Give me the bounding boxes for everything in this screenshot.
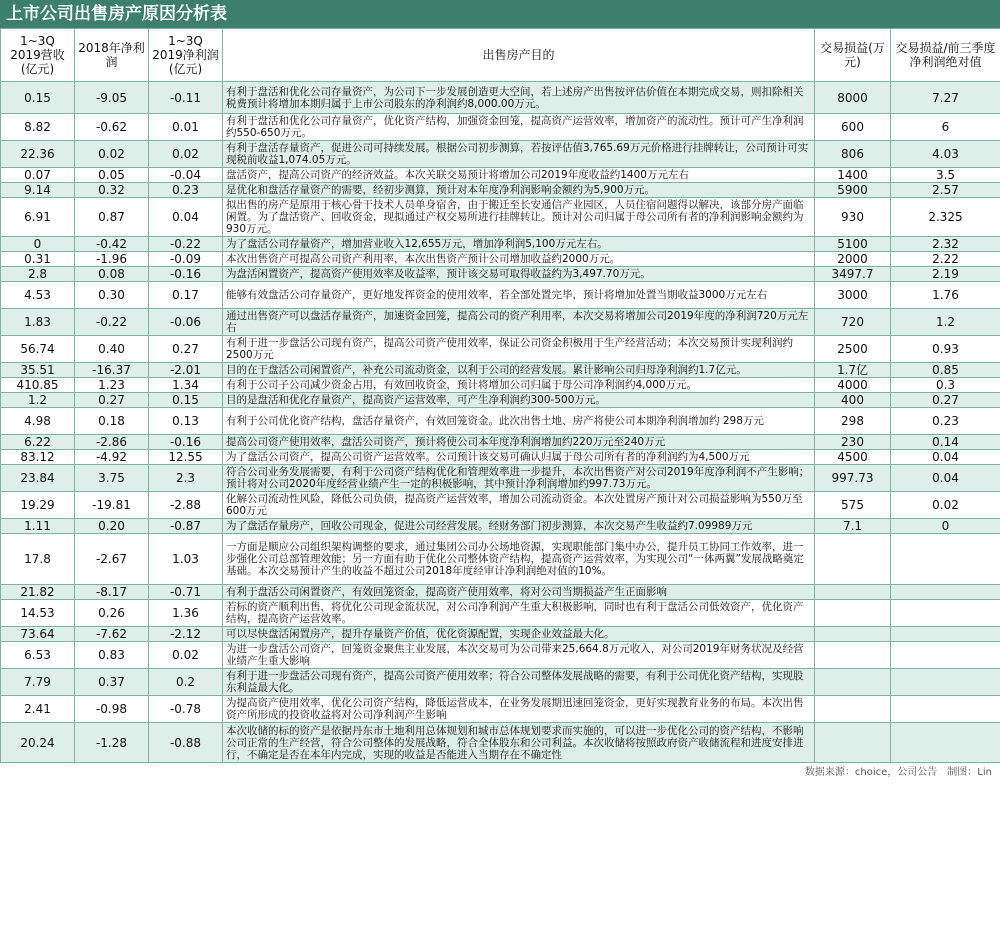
cell-purpose: 是优化和盘活存量资产的需要，经初步测算，预计对本年度净利润影响金额约为5,900万元。 — [223, 183, 815, 198]
cell-trade-gain: 1400 — [815, 168, 891, 183]
cell-gain-ratio: 2.32 — [891, 237, 1000, 252]
cell-net-profit-2019: -2.12 — [149, 627, 223, 642]
cell-net-profit-2018: -16.37 — [75, 363, 149, 378]
cell-net-profit-2018: 0.02 — [75, 141, 149, 168]
cell-revenue: 19.29 — [1, 492, 75, 519]
cell-gain-ratio: 2.22 — [891, 252, 1000, 267]
cell-gain-ratio — [891, 600, 1000, 627]
cell-purpose: 本次收储的标的资产是依据丹东市土地利用总体规划和城市总体规划要求而实施的，可以进一步优化公司的资产结构，不影响公司正常的生产经营，符合公司整体的发展战略，符合全体股东和公司利益。本次收储将按照政府资产收储流程和进度安排进行，不确定是否在本年内完成，实现的收益是否能进入当期存在不确定性 — [223, 723, 815, 763]
table-row — [1, 465, 1000, 492]
table-row — [1, 309, 1000, 336]
table-row — [1, 252, 1000, 267]
cell-gain-ratio: 0.93 — [891, 336, 1000, 363]
cell-net-profit-2019: -0.11 — [149, 82, 223, 114]
cell-trade-gain: 230 — [815, 435, 891, 450]
cell-revenue: 22.36 — [1, 141, 75, 168]
cell-revenue: 35.51 — [1, 363, 75, 378]
table-title: 上市公司出售房产原因分析表 — [0, 0, 1000, 28]
cell-revenue: 17.8 — [1, 534, 75, 585]
cell-net-profit-2019: -0.87 — [149, 519, 223, 534]
cell-purpose: 提高公司资产使用效率，盘活公司资产，预计将使公司本年度净利润增加约220万元至240万元 — [223, 435, 815, 450]
cell-net-profit-2018: 0.08 — [75, 267, 149, 282]
cell-net-profit-2018: 0.05 — [75, 168, 149, 183]
cell-net-profit-2019: 12.55 — [149, 450, 223, 465]
cell-purpose: 为盘活闲置资产，提高资产使用效率及收益率，预计该交易可取得收益约为3,497.70万元。 — [223, 267, 815, 282]
cell-net-profit-2019: 1.03 — [149, 534, 223, 585]
cell-gain-ratio — [891, 696, 1000, 723]
cell-purpose: 能够有效盘活公司存量资产，更好地发挥资金的使用效率，若全部处置完毕，预计将增加处置当期收益3000万元左右 — [223, 282, 815, 309]
table-row — [1, 393, 1000, 408]
cell-net-profit-2019: 0.02 — [149, 642, 223, 669]
cell-purpose: 目的是盘活和优化存量资产，提高资产运营效率，可产生净利润约300-500万元。 — [223, 393, 815, 408]
cell-net-profit-2018: 1.23 — [75, 378, 149, 393]
table-row — [1, 435, 1000, 450]
cell-net-profit-2018: -0.22 — [75, 309, 149, 336]
cell-trade-gain: 1.7亿 — [815, 363, 891, 378]
cell-net-profit-2018: -2.86 — [75, 435, 149, 450]
cell-gain-ratio: 1.76 — [891, 282, 1000, 309]
cell-gain-ratio: 0.04 — [891, 465, 1000, 492]
table-row — [1, 696, 1000, 723]
table-row — [1, 237, 1000, 252]
cell-purpose: 目的在于盘活公司闲置资产，补充公司流动资金，以利于公司的经营发展。累计影响公司归母净利润约1.7亿元。 — [223, 363, 815, 378]
cell-net-profit-2019: 0.17 — [149, 282, 223, 309]
cell-gain-ratio: 0.02 — [891, 492, 1000, 519]
cell-purpose: 有利于盘活公司闲置资产，有效回笼资金，提高资产使用效率，将对公司当期损益产生正面影响 — [223, 585, 815, 600]
cell-revenue: 410.85 — [1, 378, 75, 393]
cell-purpose: 可以尽快盘活闲置房产，提升存量资产价值，优化资源配置，实现企业效益最大化。 — [223, 627, 815, 642]
cell-revenue: 0.07 — [1, 168, 75, 183]
cell-gain-ratio — [891, 723, 1000, 763]
cell-net-profit-2019: 0.2 — [149, 669, 223, 696]
cell-net-profit-2018: 3.75 — [75, 465, 149, 492]
cell-purpose: 符合公司业务发展需要，有利于公司资产结构优化和管理效率进一步提升，本次出售资产对公司2019年度净利润不产生影响；预计将对公司2020年度经营业绩产生一定的积极影响，其中预计净利润增加约997.73万元。 — [223, 465, 815, 492]
cell-purpose: 化解公司流动性风险，降低公司负债，提高资产运营效率，增加公司流动资金。本次处置房产预计对公司损益影响为550万至600万元 — [223, 492, 815, 519]
cell-gain-ratio: 7.27 — [891, 82, 1000, 114]
cell-net-profit-2018: 0.18 — [75, 408, 149, 435]
cell-net-profit-2018: -4.92 — [75, 450, 149, 465]
cell-net-profit-2019: -0.16 — [149, 267, 223, 282]
cell-net-profit-2018: -7.62 — [75, 627, 149, 642]
cell-revenue: 1.11 — [1, 519, 75, 534]
cell-net-profit-2019: 2.3 — [149, 465, 223, 492]
cell-gain-ratio: 6 — [891, 114, 1000, 141]
analysis-table — [0, 28, 1000, 763]
cell-trade-gain: 930 — [815, 198, 891, 237]
cell-revenue: 83.12 — [1, 450, 75, 465]
cell-trade-gain — [815, 723, 891, 763]
cell-net-profit-2018: -1.28 — [75, 723, 149, 763]
table-row — [1, 723, 1000, 763]
table-row — [1, 378, 1000, 393]
cell-purpose: 为了盘活公司资产，提高公司资产运营效率。公司预计该交易可确认归属于母公司所有者的净利润约为4,500万元 — [223, 450, 815, 465]
cell-revenue: 6.91 — [1, 198, 75, 237]
cell-net-profit-2019: 0.04 — [149, 198, 223, 237]
cell-purpose: 有利于盘活和优化公司存量资产，为公司下一步发展创造更大空间，若上述房产出售按评估价值在本期完成交易，则扣除相关税费预计将增加本期归属于上市公司股东的净利润约8,000.00万元。 — [223, 82, 815, 114]
cell-purpose: 为提高资产使用效率，优化公司资产结构，降低运营成本，在业务发展期迅速回笼资金，更好实现教育业务的布局。本次出售资产所形成的投资收益将对公司净利润产生影响 — [223, 696, 815, 723]
table-row — [1, 669, 1000, 696]
cell-purpose: 有利于进一步盘活公司现有资产，提高公司资产使用效率；符合公司整体发展战略的需要，有利于公司优化资产结构，实现股东利益最大化。 — [223, 669, 815, 696]
cell-gain-ratio: 1.2 — [891, 309, 1000, 336]
table-row — [1, 600, 1000, 627]
cell-trade-gain: 4000 — [815, 378, 891, 393]
cell-revenue: 7.79 — [1, 669, 75, 696]
cell-gain-ratio: 0.3 — [891, 378, 1000, 393]
cell-net-profit-2018: 0.40 — [75, 336, 149, 363]
cell-gain-ratio: 0 — [891, 519, 1000, 534]
cell-gain-ratio: 3.5 — [891, 168, 1000, 183]
cell-trade-gain: 3497.7 — [815, 267, 891, 282]
cell-net-profit-2018: 0.32 — [75, 183, 149, 198]
table-row — [1, 642, 1000, 669]
cell-revenue: 2.8 — [1, 267, 75, 282]
cell-purpose: 有利于进一步盘活公司现有资产，提高公司资产使用效率，保证公司资金积极用于生产经营活动；本次交易预计实现利润约2500万元 — [223, 336, 815, 363]
cell-net-profit-2018: 0.87 — [75, 198, 149, 237]
cell-net-profit-2018: -9.05 — [75, 82, 149, 114]
table-row — [1, 168, 1000, 183]
cell-net-profit-2019: 0.27 — [149, 336, 223, 363]
cell-purpose: 盘活资产，提高公司资产的经济效益。本次关联交易预计将增加公司2019年度收益约1400万元左右 — [223, 168, 815, 183]
table-row — [1, 408, 1000, 435]
table-row — [1, 519, 1000, 534]
header-net-profit-2018: 2018年净利润 — [75, 29, 149, 82]
cell-revenue: 4.53 — [1, 282, 75, 309]
cell-revenue: 0 — [1, 237, 75, 252]
cell-net-profit-2018: -8.17 — [75, 585, 149, 600]
cell-revenue: 73.64 — [1, 627, 75, 642]
cell-trade-gain: 2500 — [815, 336, 891, 363]
cell-net-profit-2018: -0.42 — [75, 237, 149, 252]
table-body — [1, 82, 1000, 763]
cell-trade-gain: 8000 — [815, 82, 891, 114]
cell-gain-ratio: 0.23 — [891, 408, 1000, 435]
cell-trade-gain: 2000 — [815, 252, 891, 267]
cell-gain-ratio — [891, 627, 1000, 642]
cell-net-profit-2019: -0.16 — [149, 435, 223, 450]
cell-revenue: 21.82 — [1, 585, 75, 600]
cell-net-profit-2018: 0.83 — [75, 642, 149, 669]
cell-trade-gain: 298 — [815, 408, 891, 435]
cell-net-profit-2019: 0.23 — [149, 183, 223, 198]
cell-revenue: 4.98 — [1, 408, 75, 435]
cell-trade-gain — [815, 600, 891, 627]
cell-purpose: 有利于盘活和优化公司存量资产，优化资产结构，加强资金回笼，提高资产运营效率，增加资产的流动性。预计可产生净利润约550-650万元。 — [223, 114, 815, 141]
cell-net-profit-2019: -0.06 — [149, 309, 223, 336]
table-row — [1, 141, 1000, 168]
cell-purpose: 若标的资产顺利出售，将优化公司现金流状况，对公司净利润产生重大积极影响，同时也有利于盘活公司低效资产，优化资产结构，提高资产运营效率。 — [223, 600, 815, 627]
cell-net-profit-2019: 0.02 — [149, 141, 223, 168]
cell-net-profit-2018: -0.62 — [75, 114, 149, 141]
cell-trade-gain: 575 — [815, 492, 891, 519]
cell-purpose: 为了盘活公司存量资产，增加营业收入12,655万元，增加净利润5,100万元左右。 — [223, 237, 815, 252]
cell-purpose: 有利于公司子公司减少资金占用，有效回收资金，预计将增加公司归属于母公司净利润约4,000万元。 — [223, 378, 815, 393]
cell-trade-gain: 806 — [815, 141, 891, 168]
cell-net-profit-2018: 0.26 — [75, 600, 149, 627]
table-row — [1, 267, 1000, 282]
cell-revenue: 23.84 — [1, 465, 75, 492]
cell-revenue: 6.22 — [1, 435, 75, 450]
cell-net-profit-2019: 1.34 — [149, 378, 223, 393]
cell-net-profit-2018: 0.20 — [75, 519, 149, 534]
header-purpose: 出售房产目的 — [223, 29, 815, 82]
cell-net-profit-2019: 0.01 — [149, 114, 223, 141]
table-row — [1, 336, 1000, 363]
cell-trade-gain — [815, 669, 891, 696]
cell-net-profit-2019: -0.09 — [149, 252, 223, 267]
cell-purpose: 为进一步盘活公司资产，回笼资金聚焦主业发展，本次交易可为公司带来25,664.8万元收入，对公司2019年财务状况及经营业绩产生重大影响 — [223, 642, 815, 669]
cell-trade-gain — [815, 627, 891, 642]
table-row — [1, 363, 1000, 378]
cell-purpose: 通过出售资产可以盘活存量资产，加速资金回笼，提高公司的资产利用率，本次交易将增加公司2019年度的净利润720万元左右 — [223, 309, 815, 336]
cell-trade-gain: 720 — [815, 309, 891, 336]
cell-trade-gain — [815, 642, 891, 669]
cell-net-profit-2019: -0.78 — [149, 696, 223, 723]
cell-revenue: 14.53 — [1, 600, 75, 627]
header-revenue: 1~3Q 2019营收(亿元) — [1, 29, 75, 82]
table-row — [1, 183, 1000, 198]
cell-purpose: 本次出售资产可提高公司资产利用率，本次出售资产预计公司增加收益约2000万元。 — [223, 252, 815, 267]
cell-net-profit-2019: 0.13 — [149, 408, 223, 435]
cell-net-profit-2018: 0.30 — [75, 282, 149, 309]
cell-revenue: 0.15 — [1, 82, 75, 114]
cell-net-profit-2019: 0.15 — [149, 393, 223, 408]
cell-net-profit-2019: -0.22 — [149, 237, 223, 252]
cell-trade-gain: 4500 — [815, 450, 891, 465]
cell-trade-gain: 3000 — [815, 282, 891, 309]
cell-net-profit-2018: 0.37 — [75, 669, 149, 696]
header-gain-ratio: 交易损益/前三季度净利润绝对值 — [891, 29, 1000, 82]
cell-net-profit-2018: -2.67 — [75, 534, 149, 585]
cell-trade-gain — [815, 534, 891, 585]
cell-trade-gain: 5100 — [815, 237, 891, 252]
cell-purpose: 有利于公司优化资产结构，盘活存量资产，有效回笼资金。此次出售土地、房产将使公司本期净利润增加约 298万元 — [223, 408, 815, 435]
cell-revenue: 20.24 — [1, 723, 75, 763]
cell-revenue: 9.14 — [1, 183, 75, 198]
table-row — [1, 534, 1000, 585]
header-trade-gain: 交易损益(万元) — [815, 29, 891, 82]
cell-gain-ratio — [891, 669, 1000, 696]
cell-trade-gain: 600 — [815, 114, 891, 141]
header-row — [1, 29, 1000, 82]
table-row — [1, 282, 1000, 309]
cell-trade-gain: 400 — [815, 393, 891, 408]
table-row — [1, 627, 1000, 642]
table-row — [1, 492, 1000, 519]
cell-net-profit-2018: -19.81 — [75, 492, 149, 519]
cell-revenue: 56.74 — [1, 336, 75, 363]
cell-purpose: 一方面是顺应公司组织架构调整的要求，通过集团公司办公场地资源，实现职能部门集中办公，提升员工协同工作效率，进一步强化公司总部管理效能；另一方面有助于优化公司整体资产结构，提高资产运营效率，为实现公司“一体两翼”发展战略奠定基础。本次交易预计产生的收益不超过公司2018年度经审计净利润绝对值的10%。 — [223, 534, 815, 585]
header-net-profit-2019: 1~3Q 2019净利润(亿元) — [149, 29, 223, 82]
cell-trade-gain: 7.1 — [815, 519, 891, 534]
cell-gain-ratio — [891, 585, 1000, 600]
cell-gain-ratio: 0.27 — [891, 393, 1000, 408]
cell-trade-gain: 5900 — [815, 183, 891, 198]
cell-revenue: 0.31 — [1, 252, 75, 267]
cell-net-profit-2018: -0.98 — [75, 696, 149, 723]
table-row — [1, 450, 1000, 465]
cell-revenue: 8.82 — [1, 114, 75, 141]
cell-net-profit-2019: -2.01 — [149, 363, 223, 378]
cell-gain-ratio: 2.325 — [891, 198, 1000, 237]
cell-gain-ratio — [891, 642, 1000, 669]
cell-trade-gain: 997.73 — [815, 465, 891, 492]
cell-net-profit-2019: -0.71 — [149, 585, 223, 600]
cell-revenue: 1.83 — [1, 309, 75, 336]
cell-gain-ratio — [891, 534, 1000, 585]
cell-purpose: 有利于盘活存量资产，促进公司可持续发展。根据公司初步测算，若按评估值3,765.69万元价格进行挂牌转让，公司预计可实现税前收益1,074.05万元。 — [223, 141, 815, 168]
cell-net-profit-2018: 0.27 — [75, 393, 149, 408]
cell-revenue: 6.53 — [1, 642, 75, 669]
cell-net-profit-2018: -1.96 — [75, 252, 149, 267]
table-row — [1, 198, 1000, 237]
cell-gain-ratio: 0.85 — [891, 363, 1000, 378]
cell-net-profit-2019: -2.88 — [149, 492, 223, 519]
cell-gain-ratio: 2.57 — [891, 183, 1000, 198]
cell-gain-ratio: 0.04 — [891, 450, 1000, 465]
cell-purpose: 为了盘活存量房产，回收公司现金，促进公司经营发展。经财务部门初步测算，本次交易产生收益约7.09989万元 — [223, 519, 815, 534]
cell-gain-ratio: 2.19 — [891, 267, 1000, 282]
source-note: 数据来源：choice，公司公告 制图：Lin — [804, 767, 992, 778]
table-row — [1, 82, 1000, 114]
cell-net-profit-2019: -0.88 — [149, 723, 223, 763]
cell-gain-ratio: 4.03 — [891, 141, 1000, 168]
cell-purpose: 拟出售的房产是原用于核心骨干技术人员单身宿舍，由于搬迁至长安通信产业园区，人员住宿问题得以解决，该部分房产面临闲置。为了盘活资产、回收资金，现拟通过产权交易所进行挂牌转让。预计对公司归属于母公司所有者的净利润影响金额约为930万元。 — [223, 198, 815, 237]
cell-trade-gain — [815, 696, 891, 723]
cell-revenue: 1.2 — [1, 393, 75, 408]
table-row — [1, 585, 1000, 600]
cell-net-profit-2019: -0.04 — [149, 168, 223, 183]
cell-gain-ratio: 0.14 — [891, 435, 1000, 450]
cell-net-profit-2019: 1.36 — [149, 600, 223, 627]
cell-trade-gain — [815, 585, 891, 600]
cell-revenue: 2.41 — [1, 696, 75, 723]
table-row — [1, 114, 1000, 141]
